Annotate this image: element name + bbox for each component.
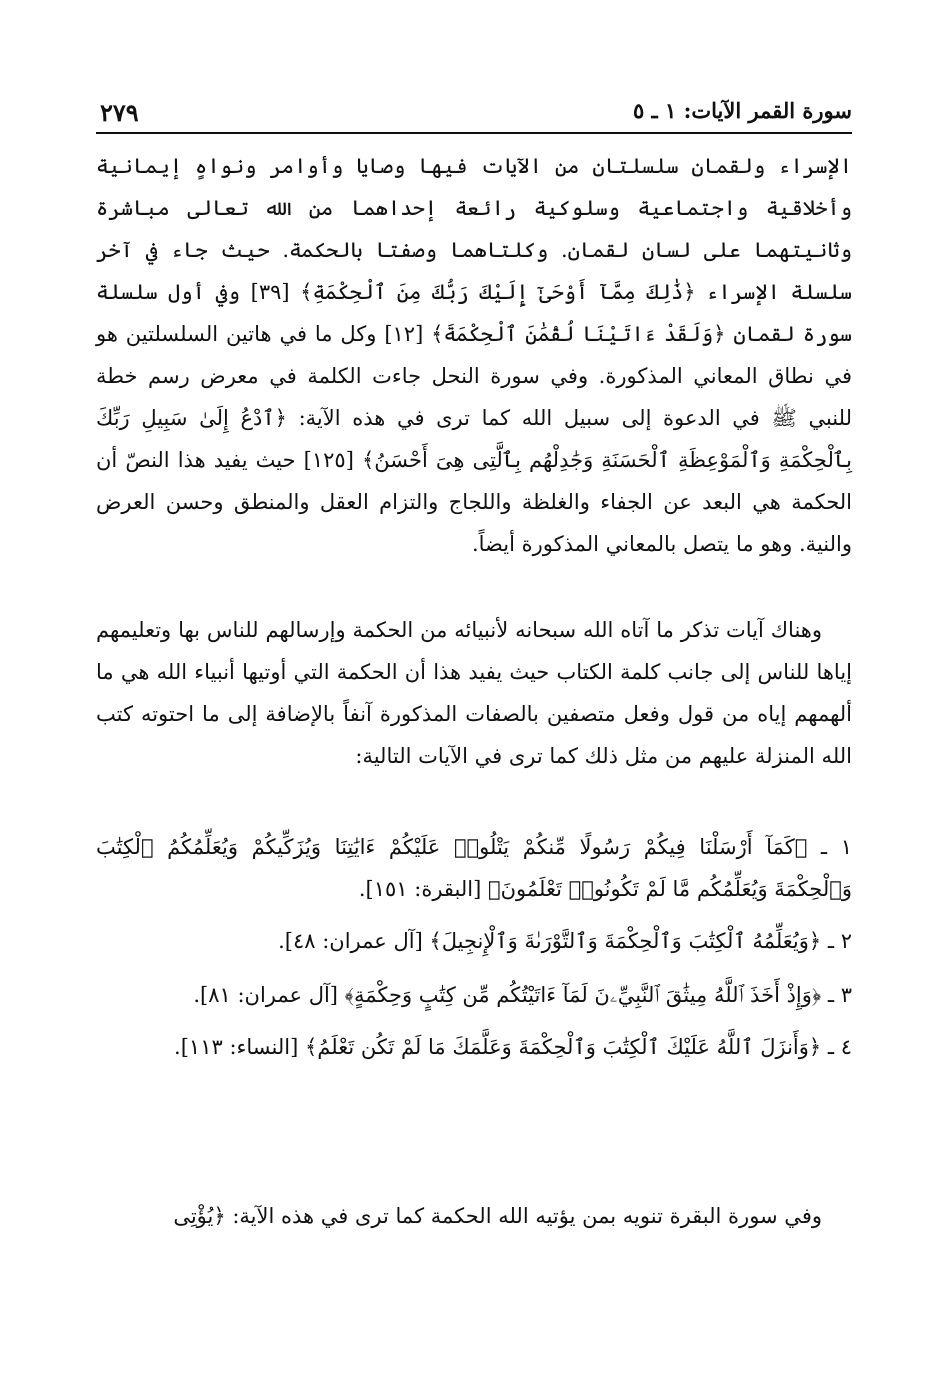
running-title: سورة القمر الآيات: ١ ـ ٥ [632, 98, 852, 123]
verse-item-1: ١ ـ ﴿كَمَآ أَرْسَلْنَا فِيكُمْ رَسُولًا مِّنكُمْ يَتْلُوا۟ عَلَيْكُمْ ءَايَٰتِنَا وَيُزَكِّيكُمْ وَيُعَلِّمُكُمُ ٱلْكِتَٰبَ وَٱلْحِكْمَةَ وَيُعَلِّمُكُم مَّا لَمْ تَكُونُوا۟ تَعْلَمُونَ﴾ [البقرة: ١٥١]. [96, 835, 852, 901]
verse-item-2: ٢ ـ ﴿وَيُعَلِّمُهُ ٱلْكِتَٰبَ وَٱلْحِكْمَةَ وَٱلتَّوْرَىٰةَ وَٱلْإِنجِيلَ﴾ [آل عمران: ٤٨]. [278, 929, 852, 953]
verse-list [96, 826, 852, 1078]
paragraph-baqarah-note: وفي سورة البقرة تنويه بمن يؤتيه الله الحكمة كما ترى في هذه الآية: ﴿يُؤْتِى [173, 1204, 822, 1228]
paragraph-wisdom-series: الإسراء ولقمان سلسلتان من الآيات فيها وصايا وأوامر ونواهٍ إيمانية وأخلاقية واجتماعية وسلوكية رائعة إحداهما من الله تعالى مباشرة وثانيتهما على لسان لقمان. وكلتاهما وصفتا بالحكمة. حيث جاء في آخر سلسلة الإسراء ﴿ذَٰلِكَ مِمَّآ أَوْحَىٰٓ إِلَيْكَ رَبُّكَ مِنَ ٱلْحِكْمَةِ﴾ [٣٩] وفي أول سلسلة سورة لقمان ﴿وَلَقَدْ ءَاتَيْنَا لُقْمَٰنَ ٱلْحِكْمَةَ﴾ [١٢] وكل ما في هاتين السلسلتين هو في نطاق المعاني المذكورة. وفي سورة النحل جاءت الكلمة في معرض رسم خطة للنبي ﷺ في الدعوة إلى سبيل الله كما ترى في هذه الآية: ﴿ٱدْعُ إِلَىٰ سَبِيلِ رَبِّكَ بِٱلْحِكْمَةِ وَٱلْمَوْعِظَةِ ٱلْحَسَنَةِ وَجَٰدِلْهُم بِٱلَّتِى هِىَ أَحْسَنُ﴾ [١٢٥] حيث يفيد هذا النصّ أن الحكمة هي البعد عن الجفاء والغلظة واللجاج والتزام العقل والمنطق وحسن العرض والنية. وهو ما يتصل بالمعاني المذكورة أيضاً. [96, 154, 853, 556]
verse-item-4: ٤ ـ ﴿وَأَنزَلَ ٱللَّهُ عَلَيْكَ ٱلْكِتَٰبَ وَٱلْحِكْمَةَ وَعَلَّمَكَ مَا لَمْ تَكُن تَعْلَمُ﴾ [النساء: ١١٣]. [174, 1035, 852, 1059]
verse-item-3: ٣ ـ ﴿وَإِذْ أَخَذَ ٱللَّهُ مِيثَٰقَ ٱلنَّبِيِّۦنَ لَمَآ ءَاتَيْتُكُم مِّن كِتَٰبٍ وَحِكْمَةٍ﴾ [آل عمران: ٨١]. [193, 983, 852, 1007]
page-header [96, 92, 852, 134]
page-number: ٢٧٩ [100, 98, 139, 127]
paragraph-prophets-wisdom: وهناك آيات تذكر ما آتاه الله سبحانه لأنبيائه من الحكمة وإرسالهم للناس بها وتعليمهم إياها للناس إلى جانب كلمة الكتاب حيث يفيد هذا أن الحكمة التي أوتيها أنبياء الله هي ما ألهمهم إياه من قول وفعل متصفين بالصفات المذكورة آنفاً بالإضافة إلى ما احتوته كتب الله المنزلة عليهم من مثل ذلك كما ترى في الآيات التالية: [96, 618, 852, 768]
